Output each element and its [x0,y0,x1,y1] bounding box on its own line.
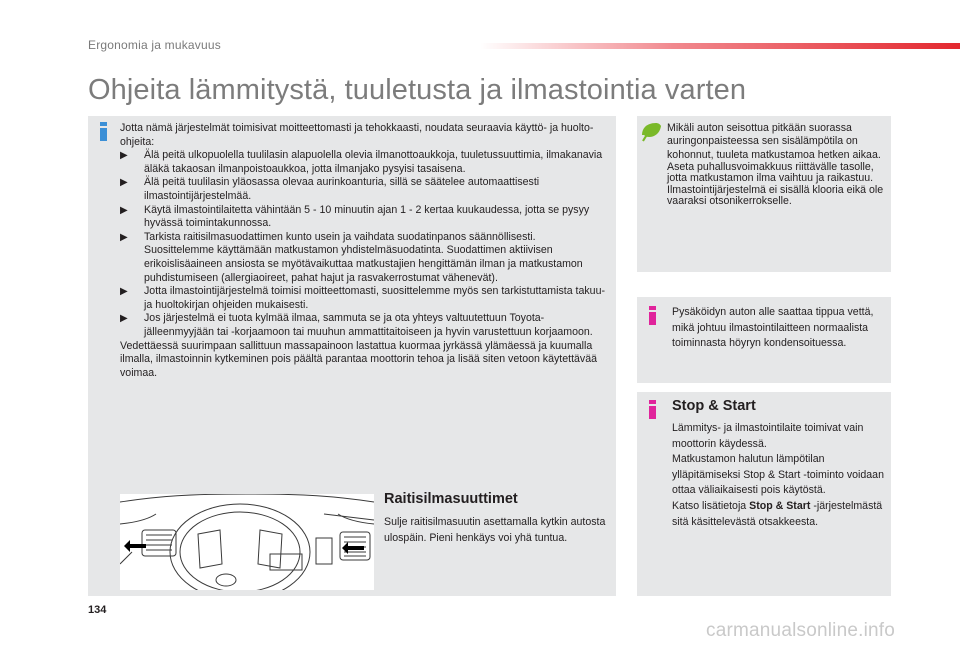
eco-tip-text [667,122,885,208]
info-icon [100,122,107,141]
vents-description: Sulje raitisilmasuutin asettamalla kytkin autosta ulospäin. Pieni henkäys voi yhä tuntua. [384,516,606,544]
page-number: 134 [88,604,107,616]
main-intro: Jotta nämä järjestelmät toimisivat moitteettomasti ja tehokkaasti, noudata seuraavia käyttö- ja huolto-ohjeita: [120,122,594,148]
section-label: Ergonomia ja mukavuus [88,38,221,52]
stop-start-paragraph: Matkustamon halutun lämpötilan ylläpitämiseksi Stop & Start -toiminto voidaan ottaa väliaikaisesti pois käytöstä. [672,453,884,497]
info-icon [649,400,656,419]
arrow-bullet-icon: ▶ [120,150,128,162]
main-footer-note: Vedettäessä suurimpaan sallittuun massapainoon lastattua kuormaa jyrkässä ylämäessä ja kuumalla ilmalla, ilmastoinnin kytkeminen pois päältä parantaa moottorin tehoa ja lisää siten vetoon käytettävää voimaa. [120,339,597,379]
leaf-icon [640,121,662,143]
main-bullet-list [120,149,608,339]
eco-tip-line: Aseta puhallusvoimakkuus riittävälle tasolle, jotta matkustamon ilma vaihtuu ja raikastuu. [667,160,874,185]
dashboard-vent-illustration [120,494,374,590]
list-item: ▶ Tarkista raitisilmasuodattimen kunto usein ja vaihdata suodatinpanos säännöllisesti. Suosittelemme käyttämään matkustamon yhdistelmäsuodatinta. Suodattimen aktiivisen erikoislisäaineen ansiosta se myötävaikuttaa matkustajien hengittämän ilman ja matkustamon puhdistumiseen (allergiaoireet, pahat hajut ja rasvakerrostumat vähenevät). [120,230,583,284]
list-item: ▶ Jos järjestelmä ei tuota kylmää ilmaa, sammuta se ja ota yhteys valtuutettuun Toyota-jälleenmyyjään tai -korjaamoon tai muuhun ammattitaitoiseen ja hyvin varustettuun korjaamoon. [120,312,593,338]
eco-tip-line: Ilmastointijärjestelmä ei sisällä klooria eikä ole vaaraksi otsonikerrokselle. [667,183,884,208]
list-item: ▶ Älä peitä ulkopuolella tuulilasin alapuolella olevia ilmanottoaukkoja, tuuletussuuttimia, ilmakanavia äläkä takaosan ilmanpoistoaukkoa, jotta ilmanjako pysyisi tasaisena. [120,149,603,175]
parking-note-paragraph: Pysäköidyn auton alle saattaa tippua vettä, mikä johtuu ilmastointilaitteen normaalista toiminnasta höyryn kondensoituessa. [672,306,874,350]
stop-start-reference: Katso lisätietoja Stop & Start -järjestelmästä sitä käsittelevästä otsakkeesta. [672,499,883,528]
vents-heading: Raitisilmasuuttimet [384,491,518,507]
arrow-bullet-icon: ▶ [120,177,128,189]
eco-tip-line: Mikäli auton seisottua pitkään suorassa auringonpaisteessa sen sisälämpötila on kohonnut, tuuleta matkustamoa hetken aikaa. [667,122,881,161]
header-accent-bar [480,43,960,49]
vents-text [384,515,606,546]
main-guidance-text [120,122,608,380]
watermark: carmanualsonline.info [706,620,896,641]
list-item: ▶ Käytä ilmastointilaitetta vähintään 5 - 10 minuutin ajan 1 - 2 kertaa kuukaudessa, jotta se pysyy hyvässä toimintakunnossa. [120,203,590,230]
list-item: ▶ Älä peitä tuulilasin yläosassa olevaa aurinkoanturia, sillä se säätelee automaattisesti ilmastointijärjestelmää. [120,176,540,202]
stop-start-paragraph: Lämmitys- ja ilmastointilaite toimivat vain moottorin käydessä. [672,422,864,450]
parking-note-text [672,305,884,352]
stop-start-link-text: Stop & Start [749,499,811,512]
stop-start-text [672,421,884,530]
stop-start-heading: Stop & Start [672,398,756,414]
arrow-bullet-icon: ▶ [120,286,128,298]
arrow-bullet-icon: ▶ [120,231,128,243]
info-icon [649,306,656,325]
list-item: ▶ Jotta ilmastointijärjestelmä toimisi moitteettomasti, suosittelemme myös sen tarkistuttamista takuu- ja huoltokirjan ohjeiden mukaisesti. [120,285,605,311]
page-title: Ohjeita lämmitystä, tuuletusta ja ilmastointia varten [88,74,747,106]
arrow-bullet-icon: ▶ [120,204,128,216]
arrow-bullet-icon: ▶ [120,313,128,325]
